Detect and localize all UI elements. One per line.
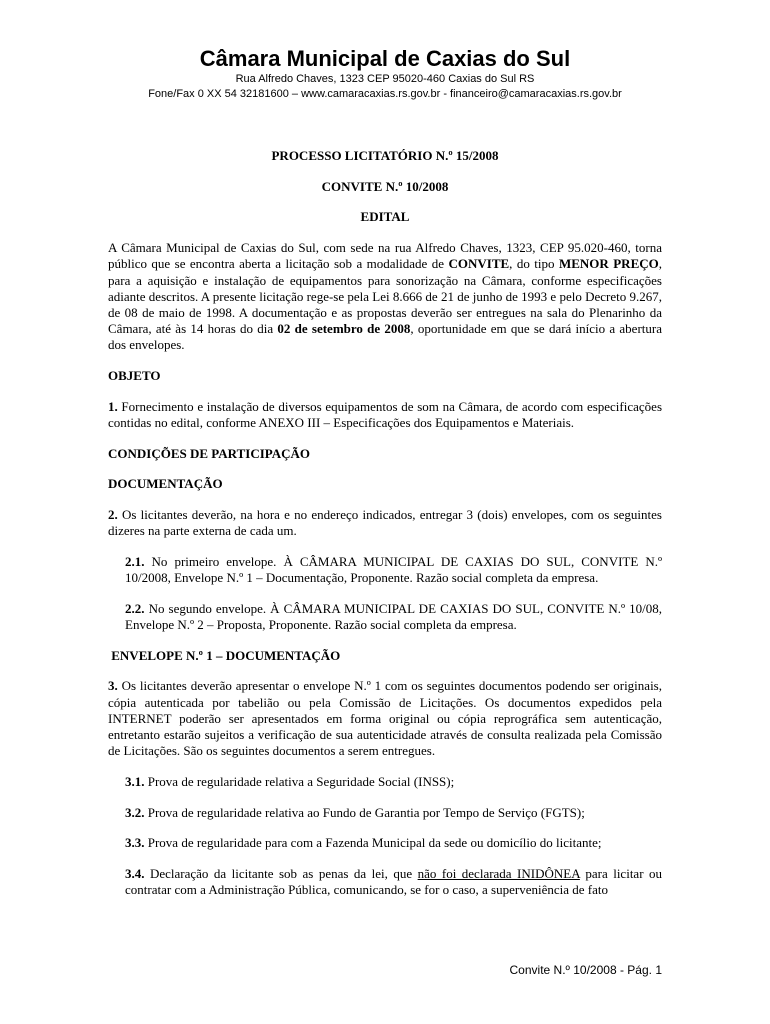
document-body <box>108 148 662 913</box>
objeto-paragraph: 1. Fornecimento e instalação de diversos equipamentos de som na Câmara, de acordo com especificações contidas no edital, conforme ANEXO III – Especificações dos Equipamentos e Materiais. <box>108 398 662 430</box>
list-item: 3.3. Prova de regularidade para com a Fazenda Municipal da sede ou domicílio do licitante; <box>125 835 602 851</box>
envelope-paragraph: 3. Os licitantes deverão apresentar o envelope N.º 1 com os seguintes documentos podendo ser originais, cópia autenticada por tabelião ou pela Comissão de Licitações. Os documentos expedidos pela INTERNET poderão ser apresentados em forma original ou cópia reprográfica sem autenticação, entretanto estarão sujeitos a verificação de sua autenticidade através de consulta realizada pela Comissão de Licitações. São os seguintes documentos a serem entregues. <box>108 678 662 759</box>
letterhead <box>0 46 770 102</box>
intro-paragraph: A Câmara Municipal de Caxias do Sul, com sede na rua Alfredo Chaves, 1323, CEP 95.020-460, torna público que se encontra aberta a licitação sob a modalidade de CONVITE, do tipo MENOR PREÇO, para a aquisição e instalação de equipamentos para sonorização na Câmara, conforme especificações adiante descritos. A presente licitação rege-se pela Lei 8.666 de 21 de junho de 1993 e pelo Decreto 9.267, de 08 de maio de 1998. A documentação e as propostas deverão ser entregues na sala do Plenarinho da Câmara, até às 14 horas do dia 02 de setembro de 2008, oportunidade em que se dará início a abertura dos envelopes. <box>108 240 662 353</box>
list-item: 3.1. Prova de regularidade relativa a Seguridade Social (INSS); <box>125 773 455 789</box>
process-title: PROCESSO LICITATÓRIO N.º 15/2008 <box>271 148 499 163</box>
edital-title: EDITAL <box>360 209 410 225</box>
list-item: 2.1. No primeiro envelope. À CÂMARA MUNICIPAL DE CAXIAS DO SUL, CONVITE N.º 10/2008, Envelope N.º 1 – Documentação, Proponente. Razão social completa da empresa. <box>125 553 662 586</box>
list-item: 3.2. Prova de regularidade relativa ao Fundo de Garantia por Tempo de Serviço (FGTS); <box>125 804 585 820</box>
list-item: 2.2. No segundo envelope. À CÂMARA MUNICIPAL DE CAXIAS DO SUL, CONVITE N.º 10/08, Envelope N.º 2 – Proposta, Proponente. Razão social completa da empresa. <box>125 600 662 633</box>
documentacao-heading: DOCUMENTAÇÃO <box>108 476 223 492</box>
convite-title: CONVITE N.º 10/2008 <box>321 178 449 194</box>
list-item: 3.4. Declaração da licitante sob as penas da lei, que não foi declarada INIDÔNEA para licitar ou contratar com a Administração Pública, comunicando, se for o caso, a superveniência de fato <box>125 866 663 898</box>
organization-name: Câmara Municipal de Caxias do Sul <box>199 46 571 71</box>
condicoes-heading: CONDIÇÕES DE PARTICIPAÇÃO <box>108 445 311 461</box>
objeto-heading: OBJETO <box>108 368 161 384</box>
documentacao-paragraph: 2. Os licitantes deverão, na hora e no endereço indicados, entregar 3 (dois) envelopes, com os seguintes dizeres na parte externa de cada um. <box>108 507 662 539</box>
envelope-heading: ENVELOPE N.º 1 – DOCUMENTAÇÃO <box>108 647 341 663</box>
page-footer: Convite N.º 10/2008 - Pág. 1 <box>509 963 662 977</box>
organization-contact: Fone/Fax 0 XX 54 32181600 – www.camaracaxias.rs.gov.br - financeiro@camaracaxias.rs.gov.br <box>148 88 622 100</box>
organization-address: Rua Alfredo Chaves, 1323 CEP 95020-460 Caxias do Sul RS <box>235 73 535 85</box>
